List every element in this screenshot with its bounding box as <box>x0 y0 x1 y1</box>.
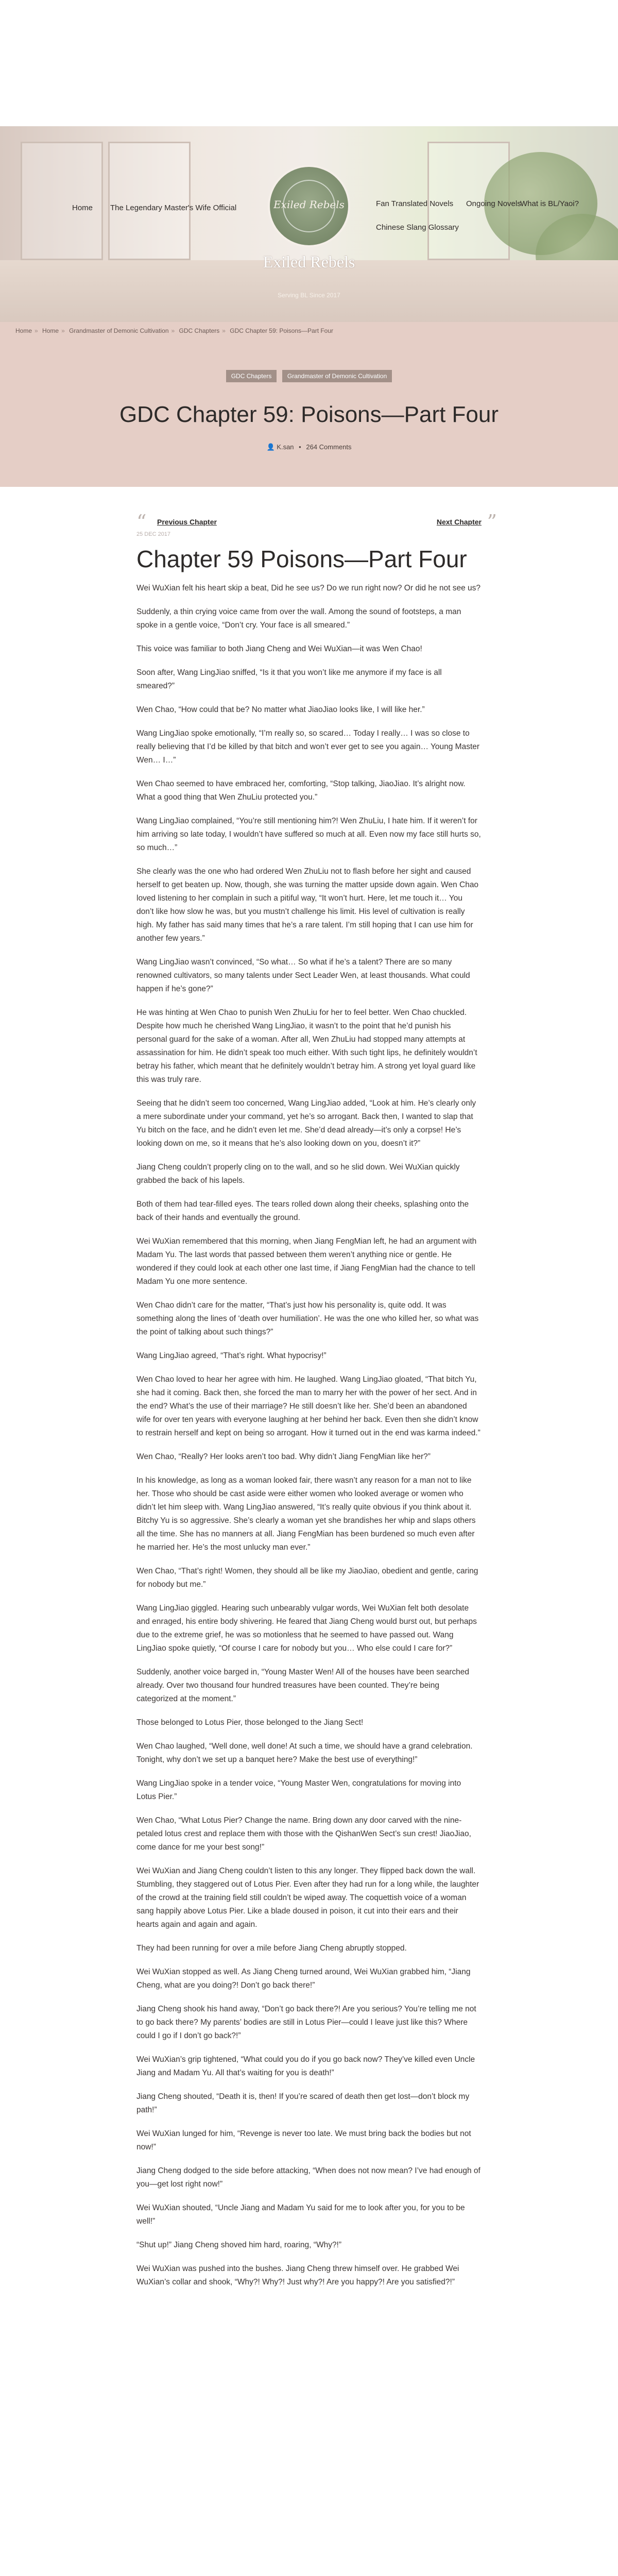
breadcrumb-separator: » <box>35 327 38 334</box>
author-icon: 👤 <box>266 443 275 451</box>
chapter-paragraph: Wen Chao, “That’s right! Women, they should all be like my JiaoJiao, obedient and gentle, caring for nobody but me.” <box>136 1567 478 1589</box>
nav-item-fan-translated[interactable]: Fan Translated Novels <box>376 199 454 208</box>
post-author[interactable]: K.san <box>277 443 294 451</box>
tag-gdc-chapters[interactable]: GDC Chapters <box>226 370 277 382</box>
chapter-paragraph: Wen Chao, “Really? Her looks aren’t too bad. Why didn’t Jiang FengMian like her?” <box>136 1452 431 1461</box>
chapter-paragraph: Wang LingJiao complained, “You’re still mentioning him?! Wen ZhuLiu, I hate him. If it weren’t for him arriving so late today, I wouldn’t have suffered so much at all. Even now my face still hurts so, so much…” <box>136 817 481 852</box>
breadcrumb-item[interactable]: Home <box>15 327 32 334</box>
chapter-paragraph: Wen Chao seemed to have embraced her, comforting, “Stop talking, JiaoJiao. It’s alright now. What a good thing that Wen ZhuLiu protected you.” <box>136 779 466 802</box>
chapter-paragraph: Wei WuXian remembered that this morning, when Jiang FengMian left, he had an argument with Madam Yu. The last words that passed between them weren’t anything nice or gentle. He wondered if they could look at each other one last time, if Jiang FengMian had the chance to tell Madam Yu one more sentence. <box>136 1237 477 1286</box>
chapter-paragraph: Wei WuXian’s grip tightened, “What could you do if you go back now? They’ve killed even Uncle Jiang and Madam Yu. All that’s waiting for you is death!” <box>136 2055 475 2077</box>
chapter-paragraph: Wen Chao didn’t care for the matter, “That’s just how his personality is, quite odd. It was something along the lines of ‘death over humiliation’. He was the one who killed her, so what was the point of talking about such things?” <box>136 1301 479 1336</box>
tag-grandmaster[interactable]: Grandmaster of Demonic Cultivation <box>282 370 392 382</box>
chapter-paragraph: Wei WuXian was pushed into the bushes. Jiang Cheng threw himself over. He grabbed Wei WuXian’s collar and shook, “Why?! Why?! Just why?! Are you happy?! Are you satisfied?!” <box>136 2264 459 2286</box>
chapter-paragraph: Wang LingJiao spoke in a tender voice, “Young Master Wen, congratulations for moving into Lotus Pier.” <box>136 1779 461 1801</box>
breadcrumb-item[interactable]: Home <box>42 327 59 334</box>
next-chapter-link[interactable]: Next Chapter <box>436 518 482 526</box>
chapter-paragraph: Jiang Cheng couldn’t properly cling on to the wall, and so he slid down. Wei WuXian quickly grabbed the back of his lapels. <box>136 1163 460 1185</box>
title-section <box>0 322 618 487</box>
meta-separator: • <box>299 443 301 451</box>
chapter-paragraph: Jiang Cheng shouted, “Death it is, then! If you’re scared of death then get lost—don’t block my path!” <box>136 2092 470 2114</box>
site-title[interactable]: Exiled Rebels <box>263 252 355 271</box>
breadcrumb-separator: » <box>61 327 65 334</box>
chapter-paragraph: Wang LingJiao wasn’t convinced, “So what… So what if he’s a talent? There are so many renowned cultivators, so many talents under Sect Leader Wen, at least thousands. What could happen if he’s gone?” <box>136 958 470 993</box>
right-quote-icon: ” <box>487 511 497 533</box>
breadcrumb-separator: » <box>222 327 226 334</box>
nav-item-slang-glossary[interactable]: Chinese Slang Glossary <box>376 223 459 232</box>
chapter-paragraph: Jiang Cheng shook his hand away, “Don’t go back there?! Are you serious? You’re telling me not to go back there? My parents’ bodies are still in Lotus Pier—could I leave just like this? Where could I go if I don’t go back?!” <box>136 2005 476 2040</box>
chapter-paragraph: Wang LingJiao agreed, “That’s right. What hypocrisy!” <box>136 1351 327 1360</box>
chapter-paragraph: Wei WuXian stopped as well. As Jiang Cheng turned around, Wei WuXian grabbed him, “Jiang Cheng, what are you doing?! Don’t go back there!” <box>136 1968 471 1990</box>
breadcrumb-item[interactable]: GDC Chapters <box>179 327 220 334</box>
chapter-paragraph: Soon after, Wang LingJiao sniffed, “Is it that you won’t like me anymore if my face is all smeared?” <box>136 668 442 690</box>
breadcrumb-separator: » <box>171 327 175 334</box>
category-tags <box>0 370 618 382</box>
chapter-paragraph: Wei WuXian felt his heart skip a beat, Did he see us? Do we run right now? Or did he not see us? <box>136 584 481 592</box>
chapter-paragraph: Wang LingJiao spoke emotionally, “I’m really so, so scared… Today I really… I was so close to really believing that I’d be killed by that bitch and won’t ever get to see you again… Young Master Wen… I…” <box>136 729 480 765</box>
chapter-paragraph: She clearly was the one who had ordered Wen ZhuLiu not to flash before her sight and caused herself to get beaten up. Now, though, she was turning the matter upside down again. Wen Chao loved listening to her complain in such a pitiful way, “It won’t hurt. Here, let me touch it… You don’t like how slow he was, but you mustn’t challenge his limit. His level of cultivation is really high. My father has said many times that he’s a rare talent. I’m still hoping that I can use him for another few years.” <box>136 867 479 943</box>
chapter-paragraph: Wei WuXian shouted, “Uncle Jiang and Madam Yu said for me to look after you, for you to be well!” <box>136 2204 465 2226</box>
chapter-paragraph: Suddenly, another voice barged in, “Young Master Wen! All of the houses have been searched already. Over two thousand four hundred treasures have been counted. They’re being categorized at the moment.” <box>136 1668 469 1703</box>
breadcrumb-item[interactable]: Grandmaster of Demonic Cultivation <box>69 327 169 334</box>
post-navigation <box>136 511 497 533</box>
chapter-paragraph: Wen Chao laughed, “Well done, well done! At such a time, we should have a grand celebration. Tonight, why don’t we set up a banquet here? Make the best use of everything!” <box>136 1742 473 1764</box>
nav-item-ongoing[interactable]: Ongoing Novels <box>466 199 521 208</box>
chapter-paragraph: Suddenly, a thin crying voice came from over the wall. Among the sound of footsteps, a man spoke in a gentle voice, “Don’t cry. Your face is all smeared.” <box>136 607 461 630</box>
page-title: GDC Chapter 59: Poisons—Part Four <box>119 402 499 427</box>
article-body <box>136 511 497 2299</box>
chapter-paragraph: Seeing that he didn’t seem too concerned, Wang LingJiao added, “Look at him. He’s clearly only a mere subordinate under your command, yet he’s so arrogant. Back then, I wanted to slap that Yu bitch on the face, and he didn’t even let me. She’d dead already—it’s only a corpse! He’s looking down on me, so it means that he’s also looking down on you, doesn’t it?” <box>136 1099 476 1148</box>
window-pane-decoration <box>21 142 103 260</box>
chapter-heading: Chapter 59 Poisons—Part Four <box>136 546 467 572</box>
chapter-paragraph: Wei WuXian lunged for him, “Revenge is never too late. We must bring back the bodies but not now!” <box>136 2129 471 2151</box>
chapter-paragraph: Wang LingJiao giggled. Hearing such unbearably vulgar words, Wei WuXian felt both desolate and enraged, his entire body shivering. He feared that Jiang Cheng would burst out, but perhaps due to the extreme grief, he was so motionless that he seemed to have passed out. Wang LingJiao spoke quietly, “Of course I care for nobody but you… Who else could I care for?” <box>136 1604 477 1653</box>
chapter-paragraph: “Shut up!” Jiang Cheng shoved him hard, roaring, “Why?!” <box>136 2241 342 2249</box>
chapter-paragraph: He was hinting at Wen Chao to punish Wen ZhuLiu for her to feel better. Wen Chao chuckled. Despite how much he cherished Wang LingJiao, it wasn’t to the point that he’d punish his personal guard for the sake of a woman. After all, Wen ZhuLiu had stopped many attempts at assassination for him. He didn’t speak too much either. With such tight lips, he definitely wouldn’t betray his father, which meant that he definitely wouldn’t betray him. A strong yet loyal guard like this was truly rare. <box>136 1008 477 1084</box>
chapter-paragraph: In his knowledge, as long as a woman looked fair, there wasn’t any reason for a man not to like her. Those who should be cast aside were either women who looked average or women who didn’t let him sleep with. Wang LingJiao answered, “It’s really quite obvious if you think about it. Bitchy Yu is so aggressive. She’s clearly a woman yet she brandishes her whip and slaps others all the time. She has no manners at all. Jiang FengMian has been burdened so much even after he married her. He’s the most unlucky man ever.” <box>136 1476 476 1552</box>
breadcrumb-current: GDC Chapter 59: Poisons—Part Four <box>230 327 334 334</box>
post-date: 25 DEC 2017 <box>136 531 171 537</box>
chapter-paragraph: Wei WuXian and Jiang Cheng couldn’t listen to this any longer. They flipped back down the wall. Stumbling, they staggered out of Lotus Pier. Even after they had run for a long while, the laughter of the crowd at the training field still couldn’t be wiped away. The coquettish voice of a woman sang happily above Lotus Pier. Like a blade doused in poison, it cut into their ears and their hearts again and again and again. <box>136 1867 479 1929</box>
left-quote-icon: “ <box>136 511 147 533</box>
chapter-paragraph: This voice was familiar to both Jiang Cheng and Wei WuXian—it was Wen Chao! <box>136 645 422 653</box>
chapter-text <box>136 582 482 2289</box>
logo-script-text: Exiled Rebels <box>273 198 345 211</box>
chapter-paragraph: They had been running for over a mile before Jiang Cheng abruptly stopped. <box>136 1944 407 1953</box>
comments-link[interactable]: 264 Comments <box>306 443 352 451</box>
site-tagline: Serving BL Since 2017 <box>278 292 340 299</box>
nav-item-legendary-master[interactable]: The Legendary Master's Wife Official <box>110 204 237 212</box>
chapter-paragraph: Wen Chao loved to hear her agree with him. He laughed. Wang LingJiao gloated, “That bitch Yu, she had it coming. Back then, she forced the man to marry her with the power of her sect. And in the end? What’s the use of their marriage? He still doesn’t like her. She’d been an abandoned wife for over ten years with everyone laughing at her behind her back. Even then she didn’t know to restrain herself and kept on being so arrogant. How it turned out in the end was karma indeed.” <box>136 1375 480 1437</box>
nav-item-home[interactable]: Home <box>72 204 93 212</box>
chapter-paragraph: Wen Chao, “What Lotus Pier? Change the name. Bring down any door carved with the nine-petaled lotus crest and replace them with those with the QishanWen Sect’s sun crest! JiaoJiao, come dance for me your best song!” <box>136 1816 471 1852</box>
breadcrumb <box>15 327 333 334</box>
chapter-paragraph: Both of them had tear-filled eyes. The tears rolled down along their cheeks, splashing onto the back of their hands and eventually the ground. <box>136 1200 469 1222</box>
nav-item-what-is-bl[interactable]: What is BL/Yaoi? <box>520 199 579 208</box>
window-pane-decoration <box>108 142 191 260</box>
post-meta <box>0 443 618 451</box>
chapter-paragraph: Those belonged to Lotus Pier, those belonged to the Jiang Sect! <box>136 1718 364 1727</box>
chapter-paragraph: Jiang Cheng dodged to the side before attacking, “When does not now mean? I’ve had enough of you—get lost right now!” <box>136 2166 480 2189</box>
previous-chapter-link[interactable]: Previous Chapter <box>157 518 217 526</box>
chapter-paragraph: Wen Chao, “How could that be? No matter what JiaoJiao looks like, I will like her.” <box>136 705 425 714</box>
